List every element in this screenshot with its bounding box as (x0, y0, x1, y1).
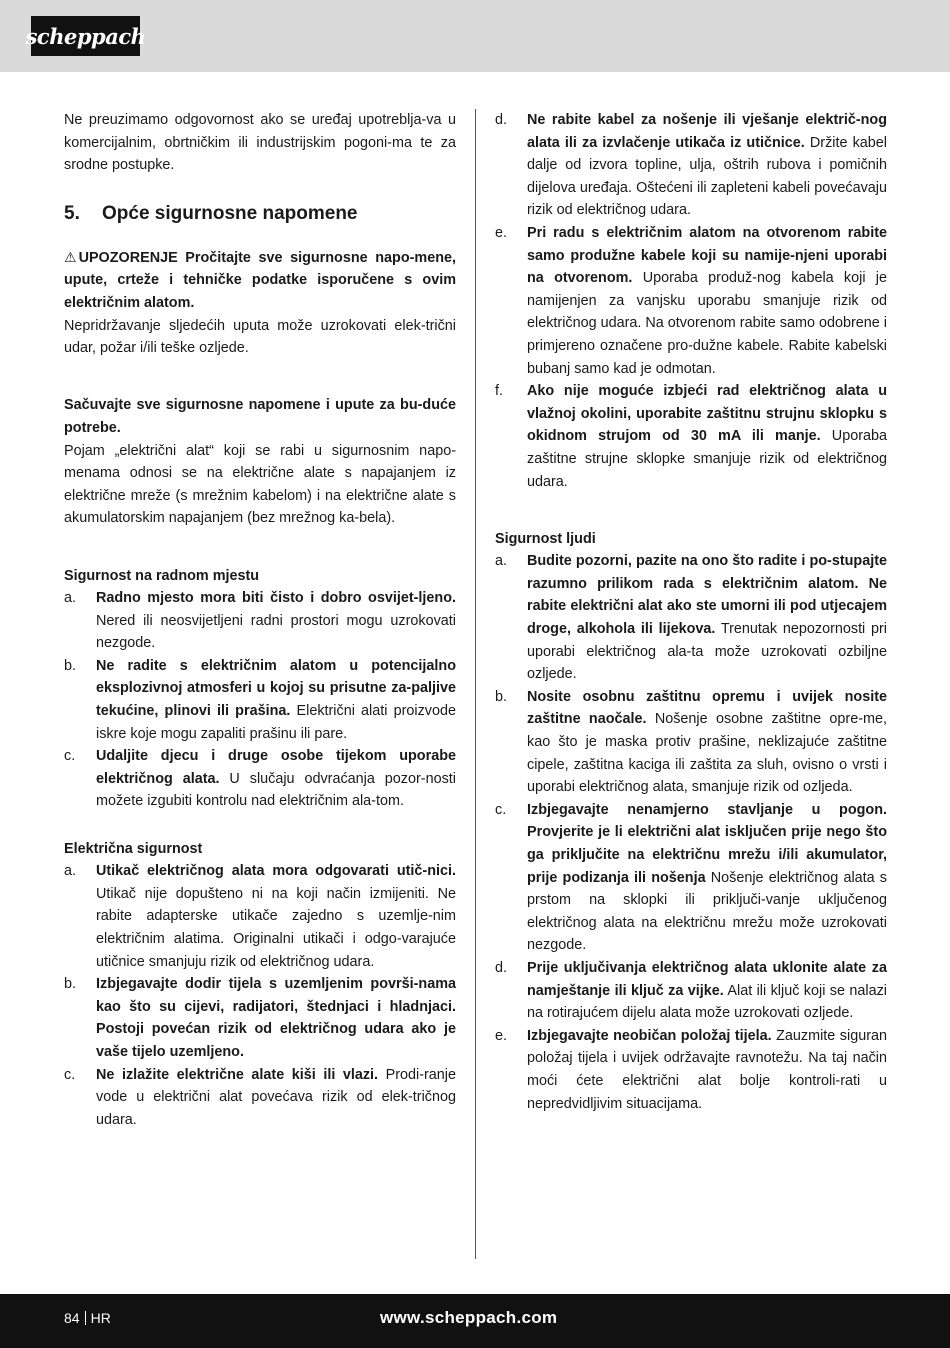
list-item-bold: Ako nije moguće izbjeći rad električnog alata u vlažnoj okolini, uporabite zaštitnu strujnu sklopku s okidnom strujom od 30 mA ili manje. (527, 383, 887, 445)
list-item-body: Nošenje električnog alata s prstom na sklopki ili priključi-vanje uključenog električnog alata na električnu mrežu može uzrokovati nezgode. (527, 869, 887, 954)
list-item (495, 957, 887, 1025)
list-item-label: e. (495, 224, 508, 241)
list-item-text (527, 799, 887, 957)
list-item (495, 109, 887, 222)
language-code: HR (90, 1310, 111, 1326)
list-item-label: a. (495, 553, 508, 570)
list-item-bold: Izbjegavajte nenamjerno stavljanje u pogon. Provjerite je li električni alat isključen prije nego što ga priključite na električnu mrežu i/ili akumulator, prije podizanja ili nošenja (527, 801, 887, 886)
list-item (495, 1025, 887, 1115)
list-item-label: b. (495, 688, 508, 705)
list-item-body: Električni alati proizvode iskre koje mogu zapaliti prašinu ili pare. (96, 703, 456, 742)
list-item-body: Držite kabel dalje od izvora topline, ulja, oštrih rubova i pomičnih dijelova uređaja. Oštećeni ili zapleteni kabeli povećavaju rizik od električnog udara. (527, 134, 887, 219)
list-item-body: Uporaba zaštitne strujne sklopke smanjuje rizik od električnog udara. (527, 428, 888, 490)
warning-text: Nepridržavanje sljedećih uputa može uzrokovati elek-trični udar, požar i/ili teške ozljede. (64, 317, 456, 357)
keep-text: Pojam „električni alat“ koji se rabi u sigurnosnim napo-menama odnosi se na električne alate s napajanjem iz električne mreže (s mrežnim kabelom) i na električne alate s akumulatorskim napajanjem (bez mrežnog ka-bela). (64, 442, 456, 527)
list-item (64, 587, 456, 655)
list-item-body: Utikač nije dopušteno ni na koji način izmijeniti. Ne rabite adapterske utikače zajedno s uzemlje-nim električnim alatima. Originalni utikači i odgo-varajuće utičnice smanjuju rizik od električnog udara. (96, 885, 456, 970)
list-item-text (96, 1064, 456, 1132)
list-item-label: e. (495, 1027, 508, 1044)
personal-safety-list (495, 550, 887, 1115)
list-item (495, 799, 887, 957)
warning-bold: UPOZORENJE Pročitajte sve sigurnosne napo-mene, upute, crteže i tehničke podatke isporučene s ovim električnim alatom. (64, 249, 456, 311)
list-item-bold: Budite pozorni, pazite na ono što radite i po-stupajte razumno prilikom rada s električnim alatom. Ne rabite električni alat ako ste umorni ili pod utjecajem droge, alkohola ili lijekova. (527, 553, 887, 638)
list-item-body: Nered ili neosvijetljeni radni prostori mogu uzrokovati nezgode. (96, 612, 456, 652)
work-safety-list (64, 587, 456, 813)
page-number: 84 HR (64, 1310, 111, 1326)
warning-paragraph (64, 246, 456, 315)
list-item-text (527, 222, 887, 380)
list-item-label: a. (64, 863, 77, 880)
list-item (64, 745, 456, 813)
list-item-label: b. (64, 976, 77, 993)
list-item-bold: Izbjegavajte dodir tijela s uzemljenim površi-nama kao što su cijevi, radijatori, štednjaci i hladnjaci. Postoji povećan rizik od električnog udara ako je vaše tijelo uzemljeno. (96, 976, 456, 1060)
list-item-text (96, 655, 456, 745)
right-column (495, 109, 887, 1115)
page-footer (0, 1294, 950, 1348)
list-item-bold: Pri radu s električnim alatom na otvorenom rabite samo produžne kabele koji su namije-njeni uporabi na otvorenom. (527, 224, 887, 287)
list-item (495, 222, 887, 380)
list-item-text (96, 973, 456, 1063)
list-item (495, 686, 887, 799)
list-item (64, 973, 456, 1063)
list-item-label: a. (64, 590, 77, 607)
list-item-label: c. (64, 748, 76, 765)
list-item-label: d. (495, 112, 508, 128)
list-item-bold: Radno mjesto mora biti čisto i dobro osvijet-ljeno. (96, 590, 456, 607)
keep-bold: Sačuvajte sve sigurnosne napomene i upute za bu-duće potrebe. (64, 397, 456, 436)
section-number: 5. (64, 202, 80, 224)
electrical-safety-list (64, 860, 456, 1131)
page-header (0, 0, 950, 72)
list-item-text (527, 957, 887, 1025)
list-item (495, 380, 887, 493)
list-item-text (527, 109, 887, 222)
list-item-label: c. (64, 1066, 76, 1083)
list-item-body: Prodi-ranje vode u električni alat povećava rizik od elek-tričnog udara. (96, 1066, 456, 1128)
list-item-bold: Ne radite s električnim alatom u potencijalno eksplozivnoj atmosferi u kojoj su prisutne za-paljive tekućine, plinovi ili prašina. (96, 657, 456, 720)
list-item-text (96, 587, 456, 655)
list-item-body: Alat ili ključ koji se nalazi na rotirajućem dijelu alata može uzrokovati ozljede. (527, 982, 887, 1022)
list-item-body: Uporaba produž-nog kabela koji je namijenjen za vanjsku uporabu smanjuje rizik od električnog udara. Na otvorenom rabite samo odobrene i primjereno označene pro-dužne kabele. Rabite kabelski bubanj samo kad je odmotan. (527, 270, 887, 377)
list-item-body: U slučaju odvraćanja pozor-nosti možete izgubiti kontrolu nad električnim ala-tom. (96, 770, 456, 810)
electrical-safety-list-continued (495, 109, 887, 493)
list-item-label: d. (495, 959, 508, 976)
list-item-label: c. (495, 801, 507, 818)
list-item (64, 655, 456, 745)
list-item-text (527, 550, 887, 686)
personal-safety-title: Sigurnost ljudi (495, 530, 596, 547)
list-item (64, 860, 456, 973)
list-item-body: Trenutak nepozornosti pri uporabi električnog ala-ta može uzrokovati ozbiljne ozljede. (527, 621, 887, 683)
list-item-label: f. (495, 383, 503, 400)
left-column (64, 109, 456, 1131)
electrical-safety-title: Električna sigurnost (64, 840, 203, 857)
list-item-text (527, 380, 887, 493)
list-item-text (96, 860, 456, 973)
list-item-text (96, 745, 456, 813)
section-title: Opće sigurnosne napomene (102, 202, 358, 224)
keep-instructions (64, 394, 456, 439)
list-item-label: b. (64, 657, 77, 674)
list-item-bold: Udaljite djecu i druge osobe tijekom uporabe električnog alata. (96, 748, 456, 787)
list-item-body: Nošenje osobne zaštitne opre-me, kao što je maska protiv prašine, neklizajuće zaštitne cipele, zaštitna kaciga ili zaštita za sluh, ovisno o vrsti i uporabi električnog alata, smanjuje rizik od ozljeda. (527, 711, 887, 796)
work-safety-title: Sigurnost na radnom mjestu (64, 567, 260, 584)
warning-triangle-icon: ⚠ (64, 248, 77, 265)
list-item-text (527, 686, 887, 799)
list-item-bold: Ne izlažite električne alate kiši ili vlazi. (96, 1066, 379, 1083)
column-divider (475, 109, 476, 1259)
list-item (495, 550, 887, 686)
list-item-bold: Nosite osobnu zaštitnu opremu i uvijek nosite zaštitne naočale. (527, 688, 887, 728)
intro-text: Ne preuzimamo odgovornost ako se uređaj upotreblja-va u komercijalnim, obrtničkim ili industrijskim pogoni-ma te za srodne postupke. (64, 112, 456, 174)
section-heading (64, 191, 456, 236)
list-item-bold: Ne rabite kabel za nošenje ili vješanje električ-nog alata ili za izvlačenje utikača iz utičnice. (527, 112, 887, 151)
list-item-bold: Utikač električnog alata mora odgovarati utič-nici. (96, 863, 456, 880)
website-link[interactable]: www.scheppach.com (380, 1308, 558, 1327)
list-item-body: Zauzmite siguran položaj tijela i uvijek održavajte ravnotežu. Na taj način moći ćete električni alat bolje kontroli-rati u nepredvidljivim situacijama. (527, 1027, 888, 1112)
list-item-text (527, 1025, 887, 1115)
scheppach-logo: scheppach (31, 16, 140, 56)
list-item (64, 1064, 456, 1132)
list-item-bold: Izbjegavajte neobičan položaj tijela. (527, 1027, 772, 1044)
list-item-bold: Prije uključivanja električnog alata uklonite alate za namještanje ili ključ za vijke. (527, 959, 887, 999)
